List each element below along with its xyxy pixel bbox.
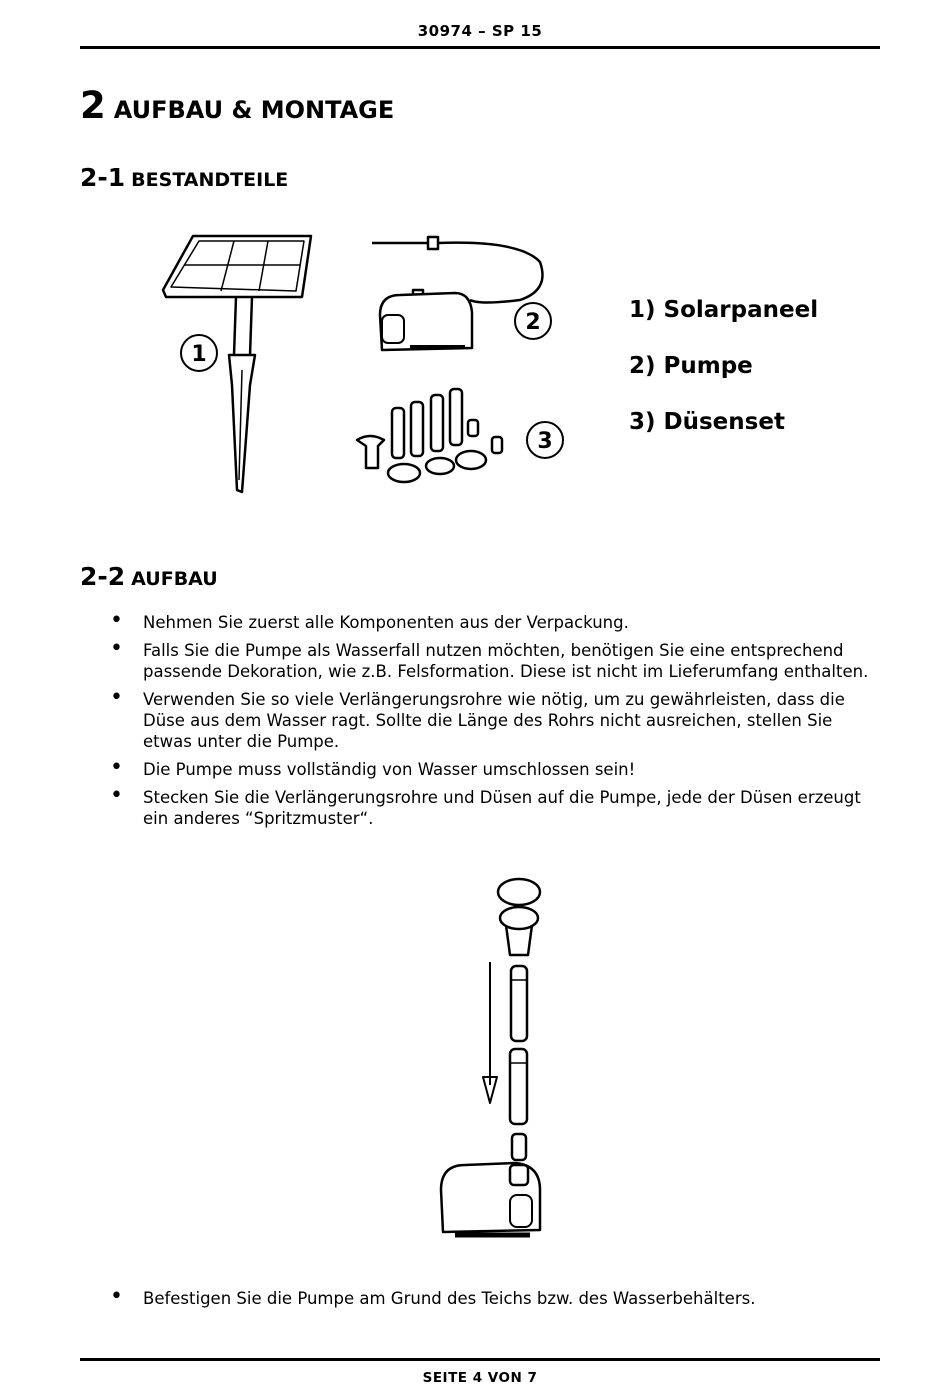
subsection-number: 2-1 bbox=[80, 163, 126, 192]
instruction-list bbox=[80, 612, 870, 836]
document-header: 30974 – SP 15 bbox=[417, 22, 543, 40]
subsection-number: 2-2 bbox=[80, 562, 126, 591]
nozzle-set-drawing bbox=[357, 389, 502, 482]
legend-item-pump: 2) Pumpe bbox=[629, 353, 753, 379]
subsection-heading-assembly bbox=[80, 562, 218, 591]
callout-2: 2 bbox=[525, 310, 541, 335]
subsection-title: AUFBAU bbox=[131, 568, 218, 590]
assembly-illustration bbox=[441, 879, 540, 1235]
section-title: AUFBAU & MONTAGE bbox=[113, 96, 395, 124]
list-item: • Nehmen Sie zuerst alle Komponenten aus der Verpackung. bbox=[80, 612, 870, 633]
list-item: • Stecken Sie die Verlängerungsrohre und Düsen auf die Pumpe, jede der Düsen erzeugt ein anderes “Spritzmuster“. bbox=[80, 787, 870, 829]
callout-1: 1 bbox=[191, 342, 207, 367]
pump-drawing bbox=[372, 237, 543, 350]
subsection-title: BESTANDTEILE bbox=[131, 169, 289, 191]
list-item: • Die Pumpe muss vollständig von Wasser umschlossen sein! bbox=[80, 759, 870, 780]
list-item: • Befestigen Sie die Pumpe am Grund des Teichs bzw. des Wasserbehälters. bbox=[80, 1288, 870, 1309]
page-number: SEITE 4 VON 7 bbox=[422, 1370, 538, 1386]
legend-item-solar-panel: 1) Solarpaneel bbox=[629, 297, 819, 323]
callout-3: 3 bbox=[537, 429, 553, 454]
section-number: 2 bbox=[80, 84, 106, 127]
list-item: • Verwenden Sie so viele Verlängerungsrohre wie nötig, um zu gewährleisten, dass die Düse aus dem Wasser ragt. Sollte die Länge des Rohrs nicht ausreichen, stellen Sie etwas unter die Pumpe. bbox=[80, 689, 870, 752]
legend-item-nozzle-set: 3) Düsenset bbox=[629, 409, 785, 435]
final-instruction bbox=[80, 1288, 870, 1309]
footer-rule bbox=[80, 1358, 880, 1361]
list-item: • Falls Sie die Pumpe als Wasserfall nutzen möchten, benötigen Sie eine entsprechend passende Dekoration, wie z.B. Felsformation. Diese ist nicht im Lieferumfang enthalten. bbox=[80, 640, 870, 682]
